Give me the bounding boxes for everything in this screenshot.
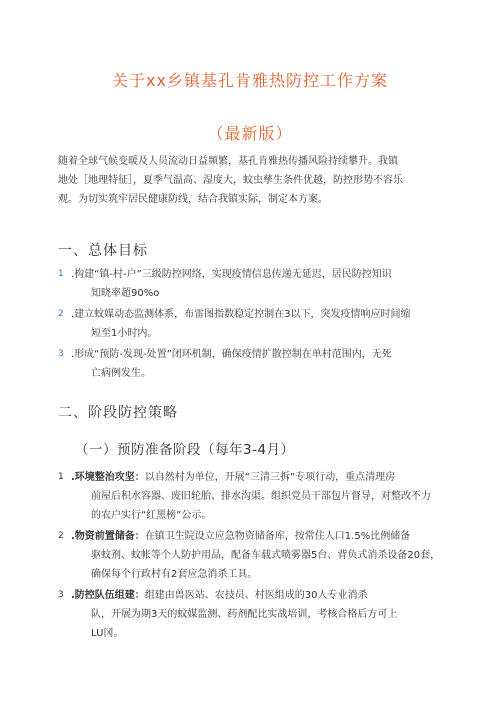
- strategy-text-segment: 组建由兽医站、农技员、村医组成的30人专业消杀: [144, 590, 368, 601]
- strategy-item-2: [58, 527, 468, 584]
- goal-text: [58, 345, 468, 383]
- strategy-label: .物资前置储备：: [71, 531, 145, 542]
- intro-line: 随着全球气候变暖及人员流动日益频繁，基孔肯雅热传播风险持续攀升。我镇: [58, 156, 398, 167]
- strategy-number: 1: [58, 472, 64, 482]
- goal-number: 3: [58, 349, 64, 359]
- strategy-line: 队，开展为期3天的蚊媒监测、药剂配比实战培训，考核合格后方可上: [91, 609, 398, 620]
- goal-item-2: [58, 305, 468, 343]
- goal-line: 亡病例发生。: [91, 368, 151, 379]
- goal-item-3: [58, 345, 468, 383]
- goal-number: 2: [58, 309, 64, 319]
- strategy-label: .防控队伍组建：: [71, 590, 145, 601]
- goal-line: 短至1小时内。: [91, 328, 158, 339]
- strategy-text-segment: 在镇卫生院设立应急物资储备库，按常住人口1.5%比例储备: [144, 531, 411, 542]
- strategy-text: [58, 586, 468, 643]
- goal-number: 1: [58, 269, 64, 279]
- strategy-line: 的农户实行“红黑榜”公示。: [91, 510, 212, 521]
- strategy-label: .环境整治攻坚：: [71, 472, 145, 483]
- document-title: 关于xx乡镇基孔肯雅热防控工作方案: [112, 71, 388, 90]
- strategy-line: [71, 468, 468, 487]
- goal-line: .构建“镇-村-户”三级防控网络，实现疫情信息传递无延迟，居民防控知识: [71, 269, 392, 280]
- intro-paragraph: [58, 152, 458, 209]
- strategy-line: [71, 586, 468, 605]
- document-subtitle: （最新版）: [207, 124, 293, 143]
- intro-line: 地处［地理特征］，夏季气温高、湿度大，蚊虫孳生条件优越，防控形势不容乐: [58, 175, 403, 186]
- strategy-line: LU冈。: [91, 628, 124, 639]
- strategy-line: 前屋后积水容器、废旧轮胎、排水沟渠。组织党员干部包片督导，对整改不力: [91, 491, 431, 502]
- strategy-item-1: [58, 468, 468, 525]
- stage1-heading: （一）预防准备阶段（每年3-4月）: [75, 442, 295, 458]
- strategy-line: 确保每个行政村有2套应急消杀工具。: [91, 569, 258, 580]
- goal-line: .建立蚊媒动态监测体系，布雷图指数稳定控制在3以下，突发疫情响应时间缩: [71, 309, 411, 320]
- strategy-item-3: [58, 586, 468, 643]
- goal-text: [58, 305, 468, 343]
- strategy-line: 驱蚊剂、蚊帐等个人防护用品，配备车载式喷雾器5台、背负式消杀设备20套，: [91, 550, 441, 561]
- goal-line: 知晓率超90%o: [91, 288, 160, 299]
- strategy-number: 2: [58, 531, 64, 541]
- goal-item-1: [58, 265, 468, 303]
- goal-line: .形成“预防-发现-处置”闭环机制，确保疫情扩散控制在单村范围内，无死: [71, 349, 392, 360]
- section1-heading: 一、总体目标: [58, 243, 148, 259]
- strategy-text: [58, 468, 468, 525]
- strategy-line: [71, 527, 468, 546]
- strategy-number: 3: [58, 590, 64, 600]
- goal-text: [58, 265, 468, 303]
- intro-line: 观。为切实筑牢居民健康防线，结合我镇实际，制定本方案。: [58, 194, 328, 205]
- section2-heading: 二、阶段防控策略: [58, 405, 178, 421]
- strategy-text-segment: 以自然村为单位，开展“三清三拆”专项行动，重点清理房: [144, 472, 396, 483]
- strategy-text: [58, 527, 468, 584]
